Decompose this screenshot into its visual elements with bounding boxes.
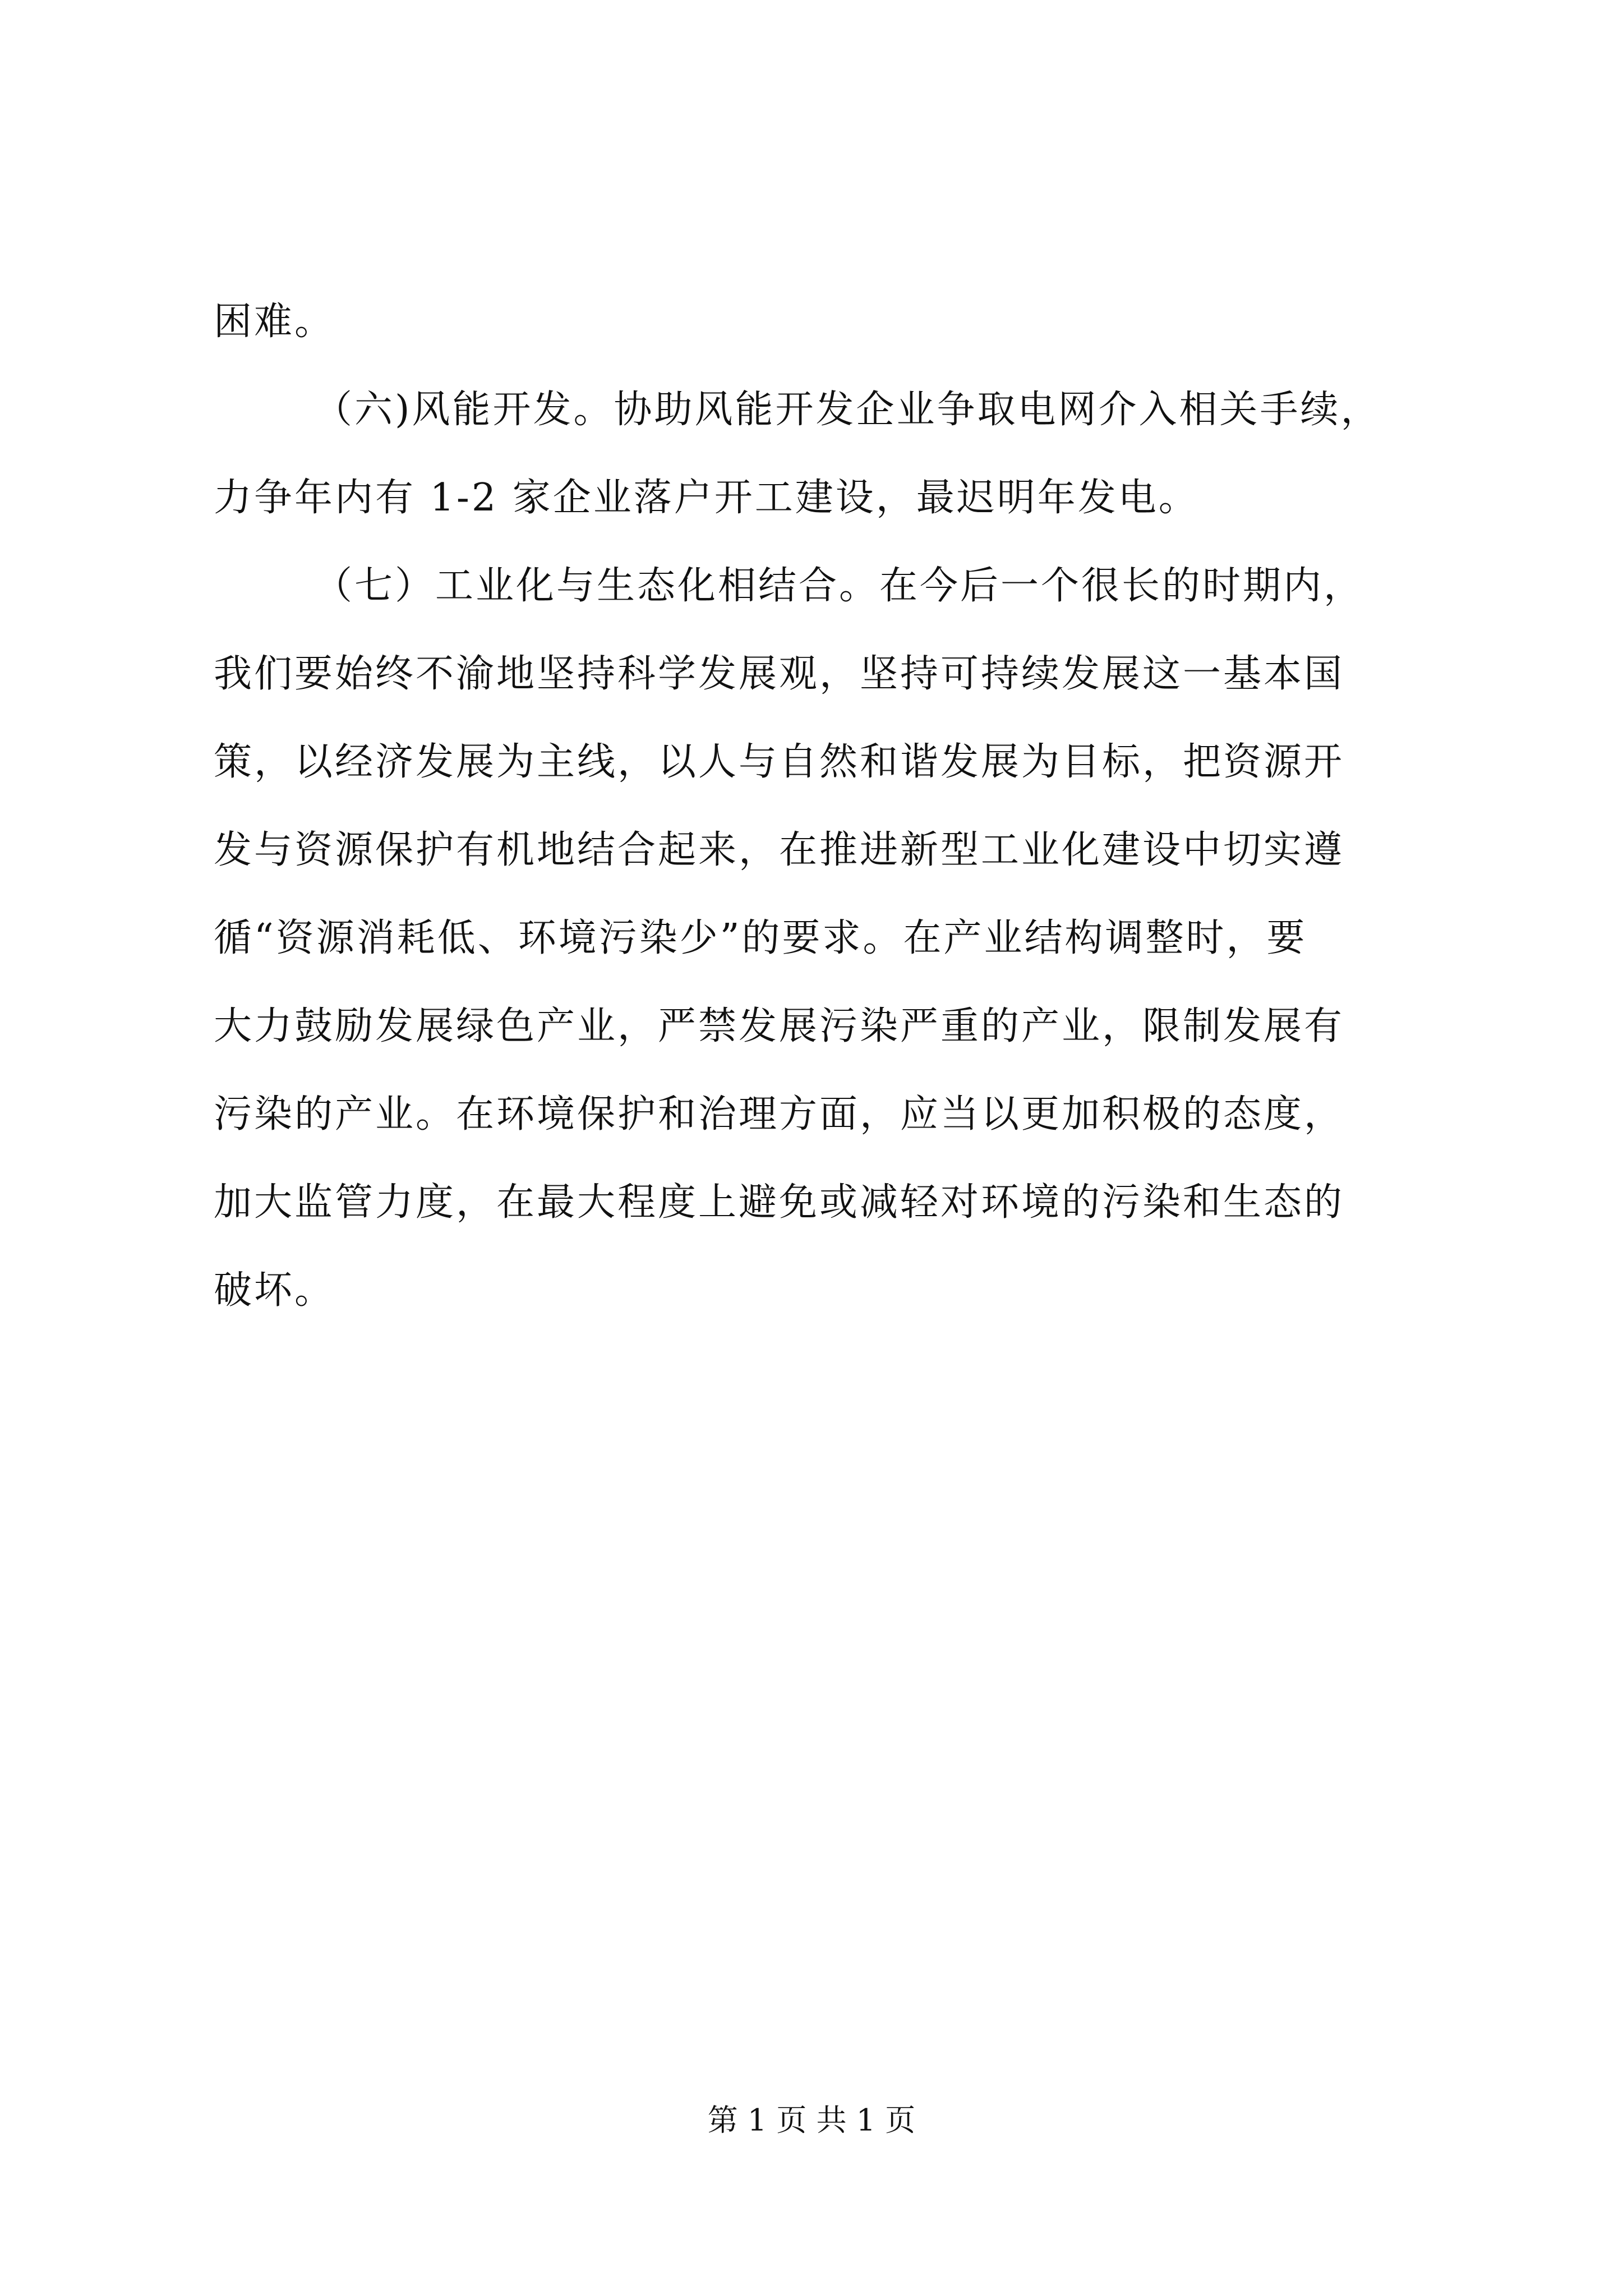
body-line: 加大监管力度，在最大程度上避免或减轻对环境的污染和生态的 bbox=[214, 1180, 1345, 1225]
page-number-footer: 第 1 页 共 1 页 bbox=[707, 2102, 916, 2138]
body-line: （七）工业化与生态化相结合。在今后一个很长的时期内， bbox=[314, 564, 1364, 608]
body-line: 力争年内有 1-2 家企业落户开工建设，最迟明年发电。 bbox=[214, 476, 1199, 520]
body-line: 大力鼓励发展绿色产业，严禁发展污染严重的产业，限制发展有 bbox=[214, 1004, 1345, 1048]
body-line: （六)风能开发。协助风能开发企业争取电网介入相关手续， bbox=[314, 388, 1381, 432]
body-line: 循“资源消耗低、环境污染少”的要求。在产业结构调整时，要 bbox=[214, 916, 1307, 960]
body-line: 困难。 bbox=[214, 300, 335, 344]
body-line: 我们要始终不渝地坚持科学发展观，坚持可持续发展这一基本国 bbox=[214, 652, 1345, 696]
body-line: 发与资源保护有机地结合起来，在推进新型工业化建设中切实遵 bbox=[214, 828, 1345, 872]
body-line: 策，以经济发展为主线，以人与自然和谐发展为目标，把资源开 bbox=[214, 740, 1345, 784]
body-line: 污染的产业。在环境保护和治理方面，应当以更加积极的态度， bbox=[214, 1092, 1345, 1137]
body-line: 破坏。 bbox=[214, 1268, 335, 1313]
